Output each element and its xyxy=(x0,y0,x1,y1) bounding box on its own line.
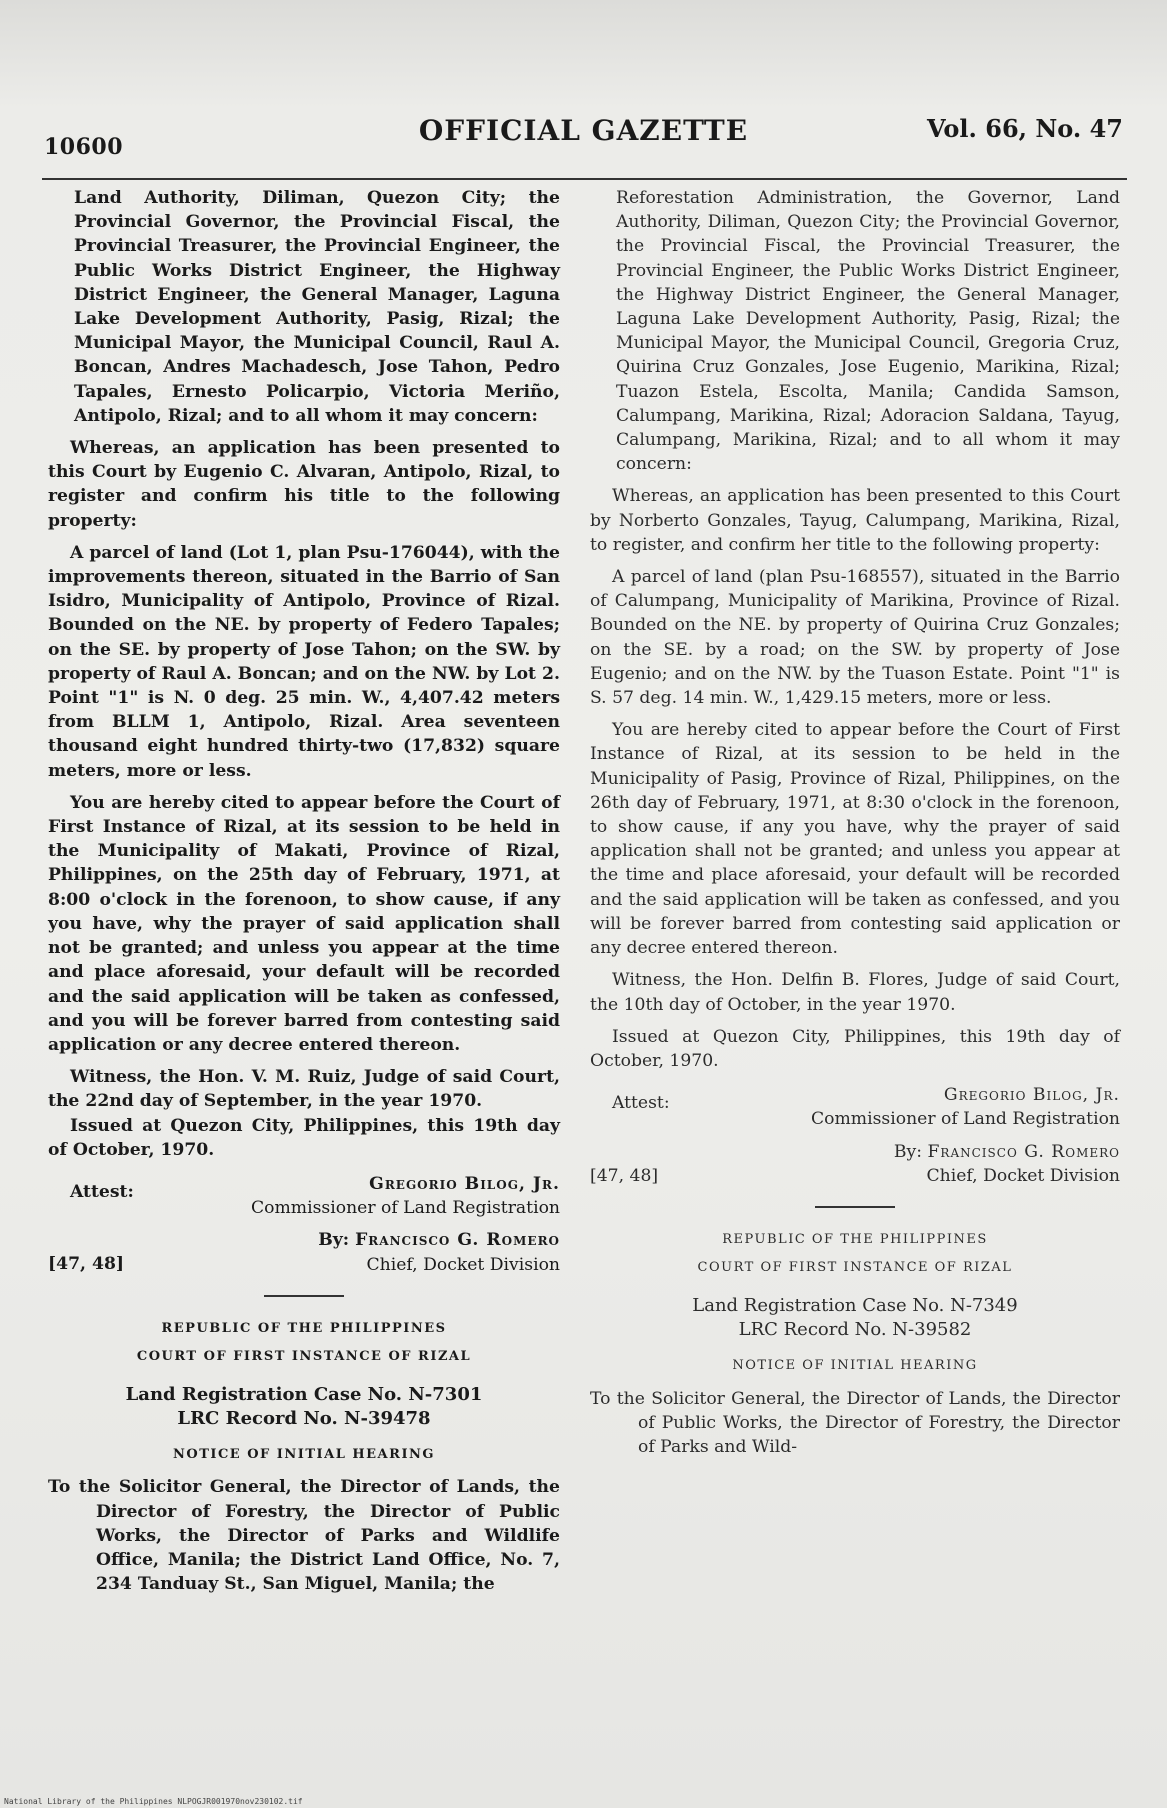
cited-paragraph: You are hereby cited to appear before the Court of First Instance of Rizal, at its session to be held in the Municipality of Pasig, Province of Rizal, Philippines, on the 26th day of February, 1971, at 8:30 o'clock in the forenoon, to show cause, if any you have, why the prayer of said application shall not be granted; and unless you appear at the time and place aforesaid, your default will be recorded and the said application will be taken as confessed, and you will be forever barred from contesting said application or any decree entered thereon. xyxy=(590,720,1120,959)
notice-heading: NOTICE OF INITIAL HEARING xyxy=(732,1358,978,1374)
addressees: To the Solicitor General, the Director of Lands, the Director of Public Works, the Director of Forestry, the Director of Parks and Wild- xyxy=(590,1388,1120,1457)
volume-number: Vol. 66, No. 47 xyxy=(927,114,1123,143)
page-number: 10600 xyxy=(44,134,124,160)
case-number: Land Registration Case No. N-7349 xyxy=(692,1295,1018,1317)
scan-footer: National Library of the Philippines NLPOGJR001970nov230102.tif xyxy=(4,1797,303,1806)
addressees-continued: Land Authority, Diliman, Quezon City; the Provincial Governor, the Provincial Fiscal, the Provincial Treasurer, the Provincial Engineer, the Public Works District Engineer, the Highway District Engineer, the General Manager, Laguna Lake Development Authority, Pasig, Rizal; the Municipal Mayor, the Municipal Council, Raul A. Boncan, Andres Machadesch, Jose Tahon, Pedro Tapales, Ernesto Policarpio, Victoria Meriño, Antipolo, Rizal; and to all whom it may concern: xyxy=(74,188,560,426)
issued-paragraph: Issued at Quezon City, Philippines, this 19th day of October, 1970. xyxy=(48,1115,560,1160)
reference-number: [47, 48] xyxy=(48,1254,125,1275)
attest-block xyxy=(48,1172,560,1220)
by-block xyxy=(590,1140,1120,1188)
cited-paragraph: You are hereby cited to appear before the Court of First Instance of Rizal, at its session to be held in the Municipality of Makati, Province of Rizal, Philippines, on the 25th day of February, 1971, at 8:00 o'clock in the forenoon, to show cause, if any you have, why the prayer of said application shall not be granted; and unless you appear at the time and place aforesaid, your default will be recorded and the said application will be taken as confessed, and you will be forever barred from contesting said application or any decree entered thereon. xyxy=(48,792,560,1055)
parcel-paragraph: A parcel of land (Lot 1, plan Psu-176044), with the improvements thereon, situated in the Barrio of San Isidro, Municipality of Antipolo, Province of Rizal. Bounded on the NE. by property of Federo Tapales; on the SE. by property of Jose Tahon; on the SW. by property of Raul A. Boncan; and on the NW. by Lot 2. Point "1" is N. 0 deg. 25 min. W., 4,407.42 meters from BLLM 1, Antipolo, Rizal. Area seventeen thousand eight hundred thirty-two (17,832) square meters, more or less. xyxy=(48,542,560,781)
section-separator xyxy=(815,1206,895,1208)
parcel-paragraph: A parcel of land (plan Psu-168557), situated in the Barrio of Calumpang, Municipality of Marikina, Province of Rizal. Bounded on the NE. by property of Quirina Cruz Gonzales; on the SE. by a road; on the SW. by property of Jose Eugenio; and on the NW. by the Tuason Estate. Point "1" is S. 57 deg. 14 min. W., 1,429.15 meters, more or less. xyxy=(590,567,1120,709)
issued-paragraph: Issued at Quezon City, Philippines, this 19th day of October, 1970. xyxy=(590,1026,1120,1071)
commissioner-signature xyxy=(811,1083,1120,1131)
addressees: To the Solicitor General, the Director of Lands, the Director of Forestry, the Director of Public Works, the Director of Parks and Wildlife Office, Manila; the District Land Office, No. 7, 234 Tanduay St., San Miguel, Manila; the xyxy=(48,1477,560,1595)
chief-title: Chief, Docket Division xyxy=(926,1165,1120,1186)
republic-heading: REPUBLIC OF THE PHILIPPINES xyxy=(722,1231,988,1247)
left-column xyxy=(48,186,560,1596)
commissioner-signature xyxy=(251,1172,560,1220)
commissioner-name: Gregorio Bilog, Jr. xyxy=(369,1173,560,1194)
witness-paragraph: Witness, the Hon. V. M. Ruiz, Judge of said Court, the 22nd day of September, in the year 1970. xyxy=(48,1067,560,1112)
chief-title: Chief, Docket Division xyxy=(366,1254,560,1275)
lrc-record: LRC Record No. N-39582 xyxy=(738,1319,972,1341)
court-heading: COURT OF FIRST INSTANCE OF RIZAL xyxy=(136,1348,472,1364)
by-label: By: xyxy=(893,1141,923,1162)
commissioner-title: Commissioner of Land Registration xyxy=(811,1109,1120,1130)
right-column xyxy=(590,186,1120,1459)
case-number: Land Registration Case No. N-7301 xyxy=(125,1384,483,1406)
chief-signature xyxy=(894,1140,1120,1188)
attest-block xyxy=(590,1083,1120,1131)
whereas-paragraph: Whereas, an application has been presented to this Court by Eugenio C. Alvaran, Antipolo, Rizal, to register and confirm his title to the following property: xyxy=(48,438,560,531)
header-rule xyxy=(42,178,1127,180)
reference-number: [47, 48] xyxy=(590,1165,659,1186)
by-block xyxy=(48,1228,560,1276)
chief-signature xyxy=(318,1228,560,1276)
attest-label: Attest: xyxy=(70,1181,134,1202)
publication-title: OFFICIAL GAZETTE xyxy=(418,114,749,147)
chief-name: Francisco G. Romero xyxy=(355,1230,560,1251)
lrc-record: LRC Record No. N-39478 xyxy=(177,1408,431,1430)
commissioner-title: Commissioner of Land Registration xyxy=(251,1198,560,1219)
whereas-paragraph: Whereas, an application has been presented to this Court by Norberto Gonzales, Tayug, Calumpang, Marikina, Rizal, to register, and confirm her title to the following property: xyxy=(590,486,1120,555)
republic-heading: REPUBLIC OF THE PHILIPPINES xyxy=(161,1320,447,1336)
witness-paragraph: Witness, the Hon. Delfin B. Flores, Judge of said Court, the 10th day of October, in the year 1970. xyxy=(590,970,1120,1015)
chief-name: Francisco G. Romero xyxy=(927,1141,1120,1162)
court-heading: COURT OF FIRST INSTANCE OF RIZAL xyxy=(697,1260,1013,1276)
page-header xyxy=(40,108,1127,160)
by-label: By: xyxy=(318,1230,350,1251)
addressees-continued: Reforestation Administration, the Governor, Land Authority, Diliman, Quezon City; the Provincial Governor, the Provincial Fiscal, the Provincial Treasurer, the Provincial Engineer, the Public Works District Engineer, the Highway District Engineer, the General Manager, Laguna Lake Development Authority, Pasig, Rizal; the Municipal Mayor, the Municipal Council, Gregoria Cruz, Quirina Cruz Gonzales, Jose Eugenio, Marikina, Rizal; Tuazon Estela, Escolta, Manila; Candida Samson, Calumpang, Marikina, Rizal; Adoracion Saldana, Tayug, Calumpang, Marikina, Rizal; and to all whom it may concern: xyxy=(616,188,1120,475)
section-separator xyxy=(264,1295,344,1297)
commissioner-name: Gregorio Bilog, Jr. xyxy=(943,1085,1120,1106)
notice-heading: NOTICE OF INITIAL HEARING xyxy=(172,1447,436,1463)
attest-label: Attest: xyxy=(612,1093,670,1114)
